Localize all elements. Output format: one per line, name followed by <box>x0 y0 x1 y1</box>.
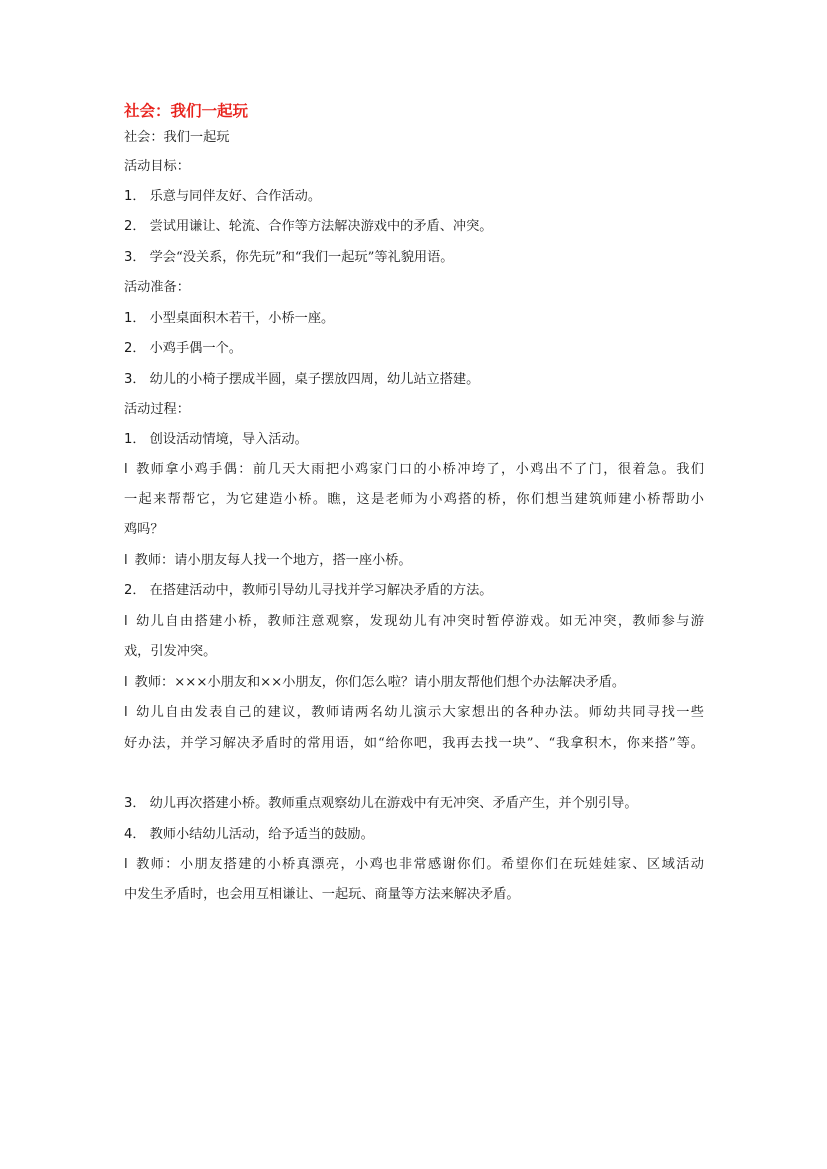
bullet-mark: l <box>124 553 128 568</box>
bullet-mark: l <box>124 675 128 690</box>
bullet-5-text-1: 幼儿自由发表自己的建议，教师请两名幼儿演示大家想出的各种办法。师幼共同寻找一些 <box>134 705 704 720</box>
bullet-5-line-1 <box>124 705 704 721</box>
bullet-4-text: 教师：×××小朋友和××小朋友，你们怎么啦？请小朋友帮他们想个办法解决矛盾。 <box>134 675 626 690</box>
prep-item-3 <box>124 372 704 388</box>
bullet-6-line-1 <box>124 857 704 873</box>
bullet-2-text: 教师：请小朋友每人找一个地方，搭一座小桥。 <box>134 553 412 568</box>
step-num-3: 3． <box>124 796 146 811</box>
process-step-3 <box>124 796 704 812</box>
bullet-mark: l <box>124 614 128 629</box>
process-heading: 活动过程： <box>124 402 190 417</box>
step-num-4: 4． <box>124 827 146 842</box>
prep-text-1: 小型桌面积木若干，小桥一座。 <box>149 311 335 326</box>
bullet-1-line-3: 鸡吗？ <box>124 522 164 537</box>
goal-num-3: 3． <box>124 250 146 265</box>
step-text-4: 教师小结幼儿活动，给予适当的鼓励。 <box>149 827 374 842</box>
bullet-4 <box>124 675 704 691</box>
step-text-2: 在搭建活动中，教师引导幼儿寻找并学习解决矛盾的方法。 <box>149 583 493 598</box>
prep-text-3: 幼儿的小椅子摆成半圆，桌子摆放四周，幼儿站立搭建。 <box>149 372 480 387</box>
step-text-1: 创设活动情境，导入活动。 <box>149 432 308 447</box>
bullet-3-text-1: 幼儿自由搭建小桥，教师注意观察，发现幼儿有冲突时暂停游戏。如无冲突，教师参与游 <box>134 614 704 629</box>
goal-item-3 <box>124 250 704 266</box>
bullet-1-text-1: 教师拿小鸡手偶：前几天大雨把小鸡家门口的小桥冲垮了，小鸡出不了门，很着急。我们 <box>134 462 704 477</box>
bullet-3-line-2: 戏，引发冲突。 <box>124 644 217 659</box>
goal-text-2: 尝试用谦让、轮流、合作等方法解决游戏中的矛盾、冲突。 <box>149 219 493 234</box>
goal-text-3: 学会“没关系，你先玩”和“我们一起玩”等礼貌用语。 <box>149 250 454 265</box>
step-num-1: 1． <box>124 432 146 447</box>
process-step-4 <box>124 827 704 843</box>
prep-item-1 <box>124 311 704 327</box>
bullet-6-line-2: 中发生矛盾时，也会用互相谦让、一起玩、商量等方法来解决矛盾。 <box>124 887 520 902</box>
bullet-1-line-2: 一起来帮帮它，为它建造小桥。瞧，这是老师为小鸡搭的桥，你们想当建筑师建小桥帮助小 <box>124 492 704 507</box>
goals-heading: 活动目标： <box>124 159 190 174</box>
bullet-mark: l <box>124 705 128 720</box>
process-step-2 <box>124 583 704 599</box>
goal-item-2 <box>124 219 704 235</box>
bullet-mark: l <box>124 462 128 477</box>
goal-item-1 <box>124 189 704 205</box>
prep-heading: 活动准备： <box>124 280 190 295</box>
prep-num-2: 2． <box>124 341 146 356</box>
bullet-mark: l <box>124 857 128 872</box>
process-step-1 <box>124 432 704 448</box>
goal-num-2: 2． <box>124 219 146 234</box>
bullet-1-line-1 <box>124 462 704 478</box>
step-text-3: 幼儿再次搭建小桥。教师重点观察幼儿在游戏中有无冲突、矛盾产生，并个别引导。 <box>149 796 638 811</box>
prep-num-3: 3． <box>124 372 146 387</box>
prep-item-2 <box>124 341 704 357</box>
prep-text-2: 小鸡手偶一个。 <box>149 341 242 356</box>
subtitle: 社会：我们一起玩 <box>124 130 230 145</box>
document-title: 社会：我们一起玩 <box>124 102 249 120</box>
step-num-2: 2． <box>124 583 146 598</box>
bullet-6-text-1: 教师：小朋友搭建的小桥真漂亮，小鸡也非常感谢你们。希望你们在玩娃娃家、区域活动 <box>134 857 704 872</box>
prep-num-1: 1． <box>124 311 146 326</box>
bullet-3-line-1 <box>124 614 704 630</box>
goal-num-1: 1． <box>124 189 146 204</box>
goal-text-1: 乐意与同伴友好、合作活动。 <box>149 189 322 204</box>
bullet-2 <box>124 553 704 569</box>
bullet-5-line-2: 好办法，并学习解决矛盾时的常用语，如“给你吧，我再去找一块”、“我拿积木，你来搭”等。 <box>124 736 704 751</box>
